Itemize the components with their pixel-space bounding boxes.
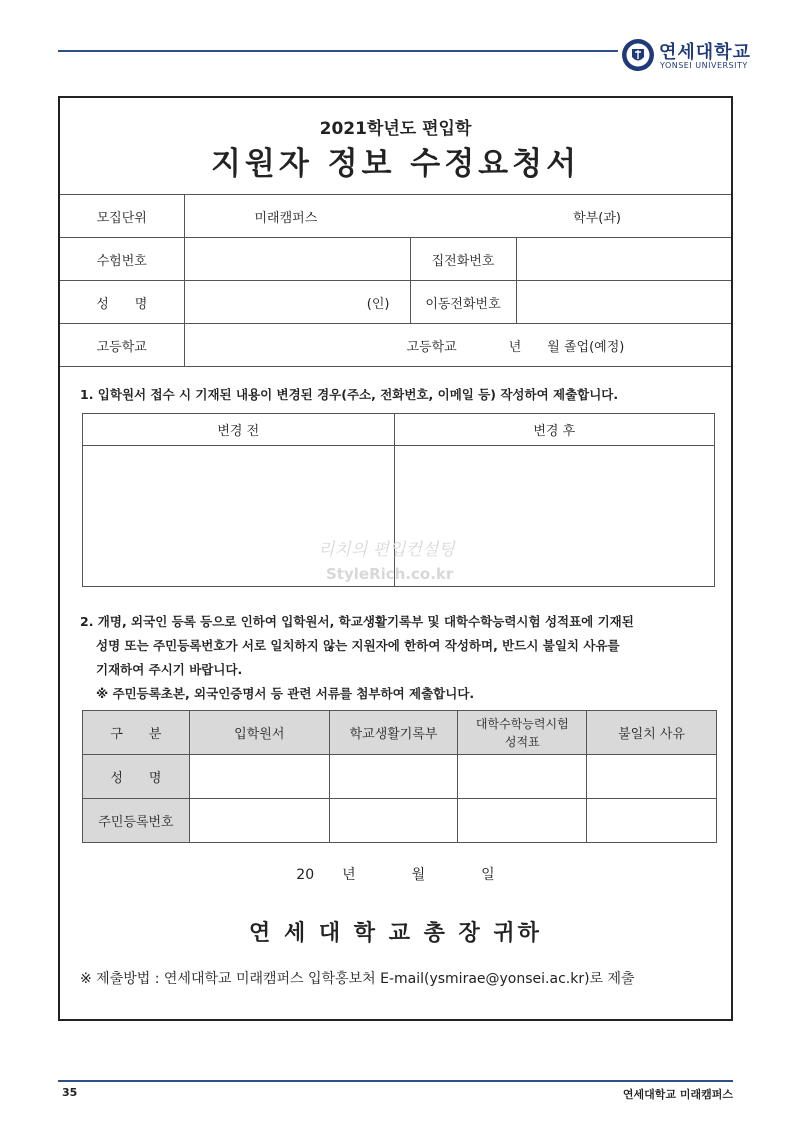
table-row [60, 324, 731, 367]
mobile-phone-field[interactable] [516, 281, 731, 324]
page-number: 35 [62, 1086, 78, 1099]
table-row [60, 195, 731, 238]
section2-line: 2. 개명, 외국인 등록 등으로 인하여 입학원서, 학교생활기록부 및 대학수학능력시험 성적표에 기재된 [80, 614, 634, 629]
date-line: 20 년 월 일 [296, 867, 495, 883]
id-csat-field[interactable] [458, 799, 587, 843]
mobile-phone-label: 이동전화번호 [410, 281, 516, 324]
table-row [60, 281, 731, 324]
addressee: 연 세 대 학 교 총 장 귀하 [249, 921, 542, 946]
name-csat-field[interactable] [458, 755, 587, 799]
id-application-field[interactable] [189, 799, 329, 843]
section2-note [80, 610, 720, 706]
unit-label: 모집단위 [60, 195, 184, 238]
section1-note: 1. 입학원서 접수 시 기재된 내용이 변경된 경우(주소, 전화번호, 이메일 등) 작성하여 제출합니다. [80, 387, 619, 402]
row-id-label: 주민등록번호 [83, 799, 190, 843]
unit-campus: 미래캠퍼스 [254, 210, 318, 226]
footer-campus: 연세대학교 미래캠퍼스 [622, 1088, 733, 1101]
name-label: 성 명 [60, 281, 184, 324]
after-header: 변경 후 [394, 414, 715, 446]
high-school-label: 고등학교 [60, 324, 184, 367]
seal-mark: (인) [366, 296, 390, 312]
section2-line: 성명 또는 주민등록번호가 서로 일치하지 않는 지원자에 한하여 작성하며, 반드시 불일치 사유를 [96, 638, 620, 653]
change-table [82, 413, 715, 587]
table-row [83, 711, 717, 755]
home-phone-field[interactable] [516, 238, 731, 281]
id-school-record-field[interactable] [329, 799, 458, 843]
exam-number-field[interactable] [184, 238, 410, 281]
section2-line: 기재하여 주시기 바랍니다. [96, 662, 243, 677]
id-reason-field[interactable] [587, 799, 717, 843]
csat-header-line: 성적표 [504, 734, 540, 749]
table-row [83, 799, 717, 843]
name-field[interactable] [184, 281, 410, 324]
mismatch-table [82, 710, 717, 843]
csat-header-line: 대학수학능력시험 [475, 716, 569, 731]
row-name-label: 성 명 [83, 755, 190, 799]
submission-method: ※ 제출방법 : 연세대학교 미래캠퍼스 입학홍보처 E-mail(ysmirae@yonsei.ac.kr)로 제출 [80, 971, 635, 987]
before-header: 변경 전 [83, 414, 395, 446]
name-school-record-field[interactable] [329, 755, 458, 799]
form-year-title: 2021학년도 편입학 [319, 119, 472, 139]
exam-number-label: 수험번호 [60, 238, 184, 281]
header-rule [58, 50, 618, 52]
table-row [83, 414, 715, 446]
applicant-info-table [60, 194, 731, 367]
table-row [83, 755, 717, 799]
high-school-field[interactable]: 고등학교 년 월 졸업(예정) [184, 324, 731, 367]
category-header: 구 분 [83, 711, 190, 755]
school-record-header: 학교생활기록부 [329, 711, 458, 755]
name-reason-field[interactable] [587, 755, 717, 799]
watermark-korean: 리치의 편입컨설팅 [318, 540, 455, 560]
name-application-field[interactable] [189, 755, 329, 799]
section2-attachment-note: ※ 주민등록초본, 외국인증명서 등 관련 서류를 첨부하여 제출합니다. [96, 686, 475, 701]
unit-field[interactable] [184, 195, 731, 238]
mismatch-reason-header: 불일치 사유 [587, 711, 717, 755]
logo-english: YONSEI UNIVERSITY [660, 61, 748, 70]
footer-rule [58, 1080, 733, 1082]
table-row [60, 238, 731, 281]
logo-korean: 연세대학교 [659, 42, 751, 63]
csat-header [458, 711, 587, 755]
home-phone-label: 집전화번호 [410, 238, 516, 281]
application-header: 입학원서 [189, 711, 329, 755]
form-main-title: 지원자 정보 수정요청서 [210, 146, 581, 182]
unit-dept: 학부(과) [573, 210, 621, 226]
yonsei-emblem-icon [621, 38, 655, 72]
watermark-english: StyleRich.co.kr [326, 565, 454, 583]
